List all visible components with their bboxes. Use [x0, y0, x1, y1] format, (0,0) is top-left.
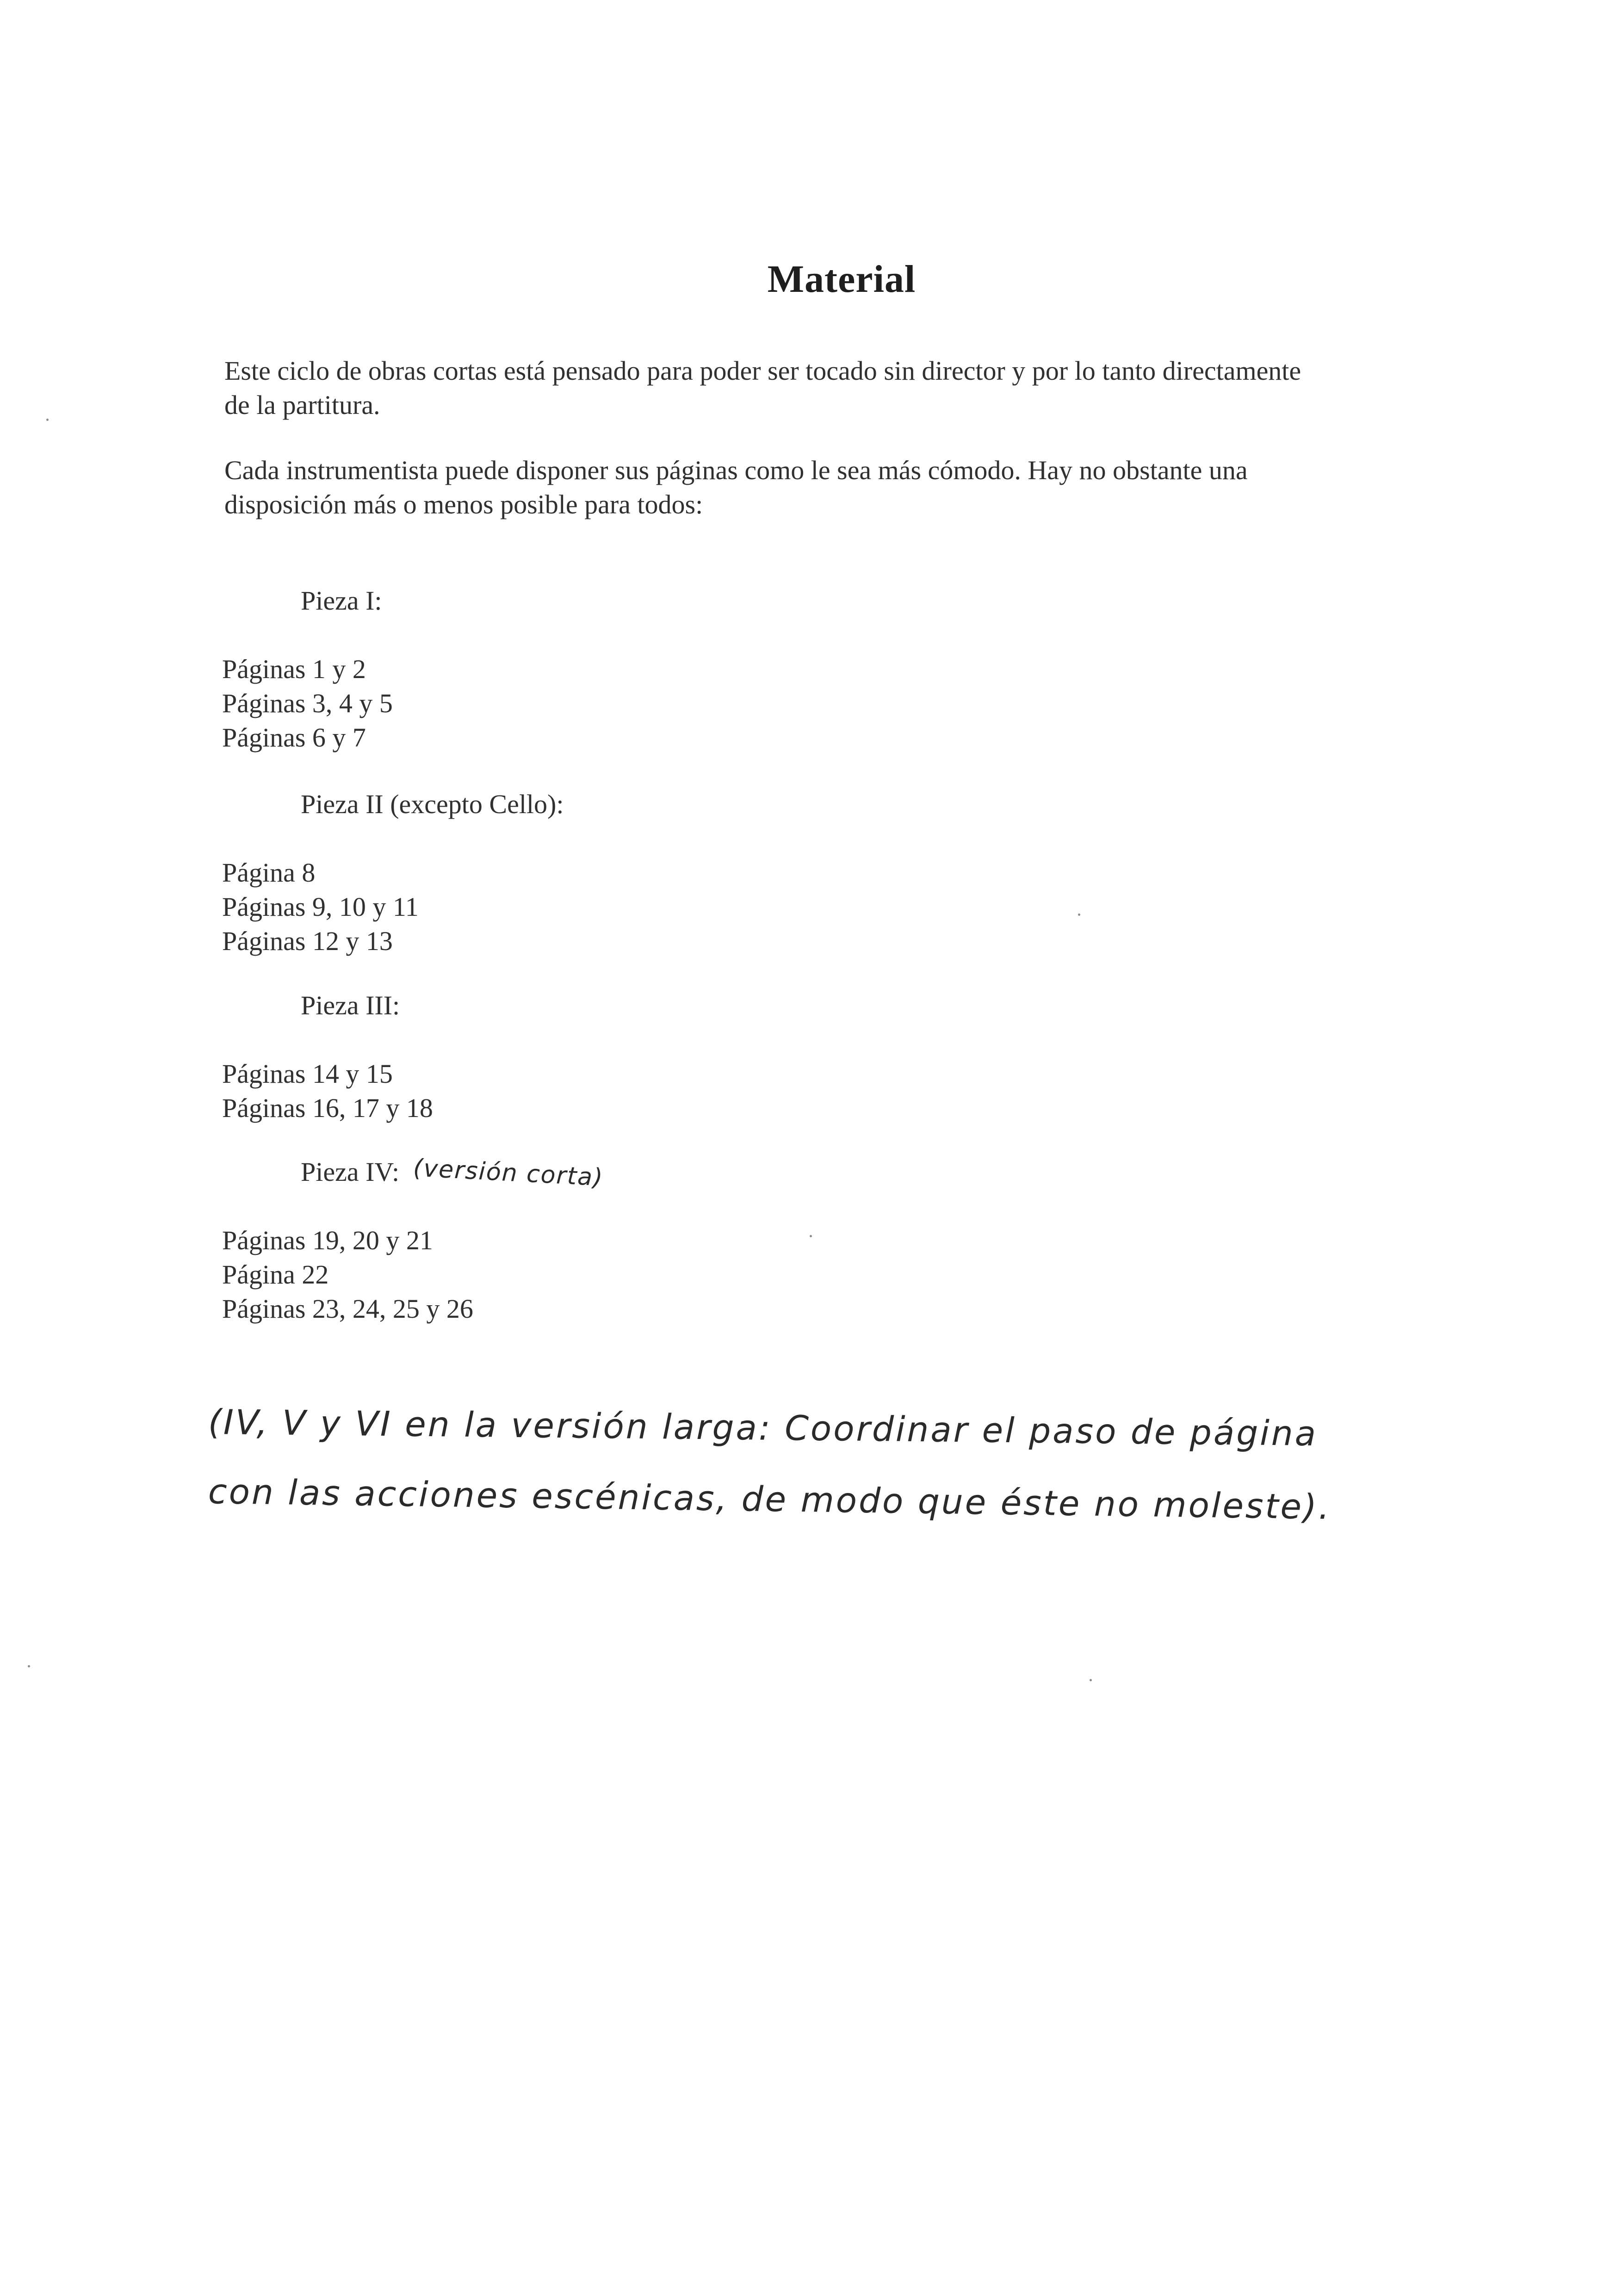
list-item: Páginas 1 y 2 [222, 654, 366, 684]
list-item: Página 22 [222, 1259, 329, 1290]
scan-speck [1090, 1679, 1092, 1681]
piece-heading [301, 990, 400, 1021]
page-list [222, 856, 419, 958]
handwritten-annotation: (versión corta) [412, 1154, 605, 1192]
list-item: Páginas 23, 24, 25 y 26 [222, 1294, 473, 1324]
piece-heading [301, 585, 382, 616]
piece-heading-text: Pieza II (excepto Cello): [301, 789, 564, 819]
intro-line-1: Este ciclo de obras cortas está pensado para poder ser tocado sin director y por lo tanto directamente [224, 356, 1301, 386]
list-item: Páginas 3, 4 y 5 [222, 688, 393, 718]
scan-speck [1078, 913, 1080, 916]
handwritten-note [208, 1388, 1457, 1526]
list-item: Páginas 9, 10 y 11 [222, 892, 419, 922]
list-item: Páginas 12 y 13 [222, 926, 393, 956]
layout-paragraph [224, 453, 1450, 522]
piece-heading-text: Pieza III: [301, 990, 400, 1020]
intro-line-2: de la partitura. [224, 390, 380, 420]
list-item: Páginas 6 y 7 [222, 722, 366, 753]
list-item: Páginas 16, 17 y 18 [222, 1093, 433, 1123]
handwritten-note-line-1: (IV, V y VI en la versión larga: Coordinar el paso de página [208, 1402, 1318, 1454]
layout-line-1: Cada instrumentista puede disponer sus páginas como le sea más cómodo. Hay no obstante una [224, 455, 1248, 485]
list-item: Páginas 19, 20 y 21 [222, 1225, 433, 1255]
scan-speck [46, 419, 49, 421]
piece-heading-text: Pieza I: [301, 586, 382, 616]
scan-speck [28, 1665, 30, 1667]
page-list [222, 1057, 433, 1125]
page-list [222, 1223, 473, 1326]
piece-heading [301, 1154, 605, 1192]
piece-heading [301, 789, 564, 820]
intro-paragraph [224, 354, 1450, 422]
layout-line-2: disposición más o menos posible para todos: [224, 489, 703, 519]
piece-heading-text: Pieza IV: [301, 1157, 400, 1187]
scan-speck [810, 1235, 812, 1237]
list-item: Páginas 14 y 15 [222, 1059, 393, 1089]
list-item: Página 8 [222, 858, 316, 888]
handwritten-note-line-2: con las acciones escénicas, de modo que éste no moleste). [208, 1472, 1332, 1527]
page-title: Material [767, 258, 916, 301]
page-list [222, 652, 393, 755]
